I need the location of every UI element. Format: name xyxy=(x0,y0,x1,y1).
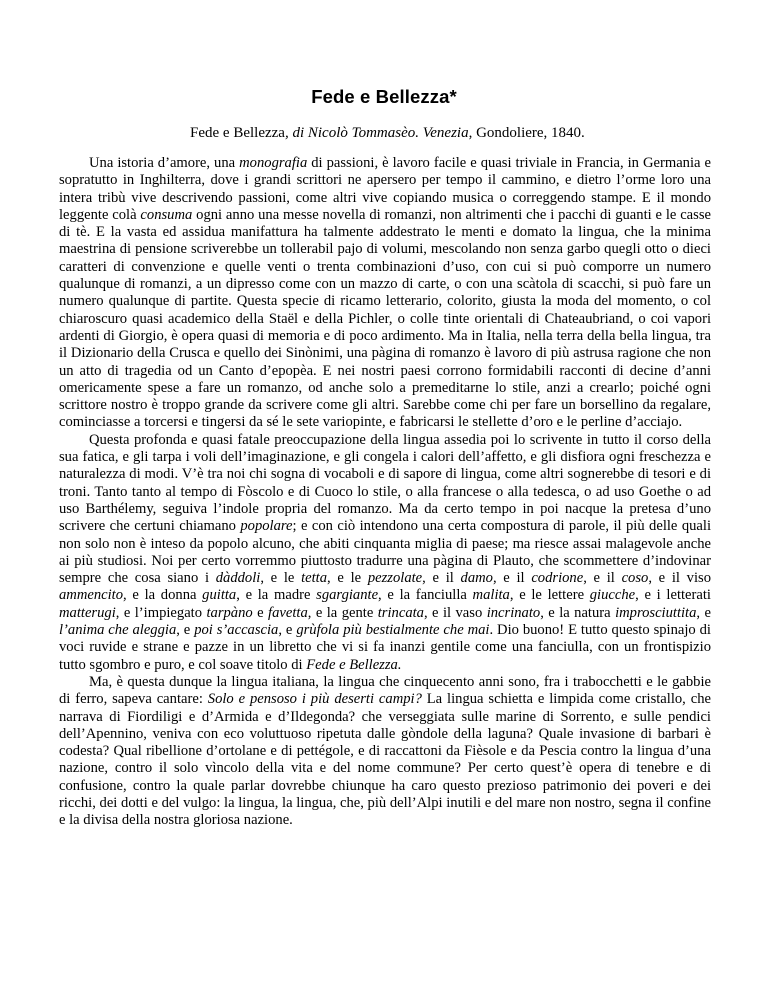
text-run: e xyxy=(252,604,269,621)
text-run: , e xyxy=(176,622,195,639)
text-run: Questa profonda e quasi fatale preoccupazione della lingua assedia poi lo scrivente in tutto il corso della sua fatica, e gli tarpa i voli dell’imaginazione, e gli congela i calori dell’affetto, e gli disfiora ogni freschezza e naturalezza di modi. V’è tra noi chi sogna di vocaboli e di sapore di lingua, come altri sognerebbe di tesori e di troni. Tanto tanto al tempo di Fòscolo e di Cuoco lo stile, o alla francese o alla tedesca, o ad uso Goethe o ad uso Barthélemy, seguiva l’indole propria del romanzo. Ma da certo tempo in poi nacque la pretesa d’uno scrivere che certuni chiamano xyxy=(59,431,711,535)
text-run: Ma, è questa dunque la lingua italiana, la lingua che cinquecento anni sono, fra i trabocchetti e le gabbie di ferro, sapeva cantare: xyxy=(59,673,711,708)
text-run: , e la natura xyxy=(540,604,616,621)
italic-text-run: tarpàno xyxy=(206,604,253,621)
italic-text-run: l’anima che aleggia xyxy=(59,622,177,639)
italic-text-run: damo xyxy=(460,570,493,587)
text-run: , e la donna xyxy=(123,587,203,604)
text-run: , e il xyxy=(422,570,461,587)
text-run: , e i letterati xyxy=(635,587,711,604)
text-run: , e xyxy=(278,622,297,639)
italic-text-run: giucche xyxy=(589,587,636,604)
text-run: La lingua schietta e limpida come cristallo, che narrava di Fiordiligi e d’Armida e d’Ildegonda? che verseggiata sulle marine di Sorrento, e sulle pendici dell’Apennino, veniva con eco voluttuoso ripetuta dalle gòndole della laguna? Quale invasione di barbari è codesta? Qual ribellione d’ortolane e di pettégole, e di raccattoni da Fièsole e da Pescia contro la lingua d’una nazione, contro il solo vìncolo della vita e del nome commune? Per certo quest’è opera di tenebre e di confusione, contro la quale parlar dovrebbe chiunque ha caro questo prezioso patrimonio dei poveri e dei ricchi, dei dotti e del vulgo: la lingua, la lingua, che, più dell’Alpi inutili e del mare non nostro, segna il confine e la divisa della nostra gloriosa nazione. xyxy=(59,691,711,829)
italic-text-run: poi s’accascia xyxy=(194,622,279,639)
citation-line xyxy=(190,124,750,142)
paragraph xyxy=(59,432,711,674)
italic-text-run: favetta xyxy=(268,604,308,621)
text-run: , e le xyxy=(260,570,302,587)
italic-text-run: trincata xyxy=(377,604,424,621)
text-run: , e il viso xyxy=(648,570,712,587)
italic-text-run: grùfola più bestialmente che mai xyxy=(296,622,490,639)
text-run: , e l’impiegato xyxy=(115,604,207,621)
citation-author: , di Nicolò Tommasèo. xyxy=(284,125,423,141)
text-run: , e il xyxy=(492,570,532,587)
text-run: . Dio buono! E tutto questo spinajo di voci ruvide e strane e pazze in un libretto che vi si fa inanzi gentile come una fanciulla, con un frontispizio tutto sgombro e puro, e col soave titolo di xyxy=(59,622,711,673)
italic-text-run: coso xyxy=(621,570,649,587)
italic-text-run: improsciuttita xyxy=(615,604,697,621)
text-run: di passioni, è lavoro facile e quasi triviale in Francia, in Germania e sopratutto in Inghilterra, dove i grandi scrittori ne apersero per tempo il cammino, e dietro l’orme loro una intera tribù vive descrivendo passioni, come altri vive copiando musica o correggendo stampe. E il mondo leggente colà xyxy=(59,155,711,223)
text-run: , e il vaso xyxy=(423,604,487,621)
paragraph xyxy=(59,155,711,432)
text-run: , e le lettere xyxy=(509,587,590,604)
text-run: , e la fanciulla xyxy=(378,587,473,604)
italic-text-run: matterugi xyxy=(59,604,116,621)
text-run: Una istoria d’amore, una xyxy=(89,155,240,171)
text-run: , e il xyxy=(583,570,622,587)
paragraph xyxy=(59,674,711,830)
citation-place: Venezia xyxy=(422,125,469,141)
page-title: Fede e Bellezza* xyxy=(311,86,457,107)
text-run: ; e con ciò intendono una certa compostura di parole, il più delle quali non solo non è inteso da popolo alcuno, che abiti cinquanta miglia di paese; ma riesce assai malagevole anche ai più studiosi. Noi per certo vorremmo piuttosto tradurre una pàgina di Plauto, che scommettere d’indovinar sempre che cosa siano i xyxy=(59,518,712,587)
text-run: , e la gente xyxy=(307,604,378,621)
italic-text-run: monografia xyxy=(239,155,308,171)
italic-text-run: dàddoli xyxy=(215,570,261,587)
italic-text-run: tetta xyxy=(301,570,328,587)
text-run: , e le xyxy=(327,570,368,587)
italic-text-run: guitta xyxy=(202,587,237,604)
italic-text-run: Fede e Bellezza. xyxy=(306,656,402,673)
citation-work: Fede e Bellezza xyxy=(190,125,285,141)
italic-text-run: codrione xyxy=(531,570,584,587)
text-run: ogni anno una messe novella di romanzi, non altrimenti che i pacchi di guanti e le casse di tè. E la vasta ed assidua manifattura ha talmente addestrato le menti e domato la lingua, che la minima maestrina di pensione scriverebbe un tollerabil pajo di volumi, mescolando non senza garbo quegli otto o dieci caratteri di convenzione e quelle venti o trenta combinazioni d’uso, con cui si può comporre un numero qualunque di romanzi, a un dipresso come con un mazzo di carte, o con una scàtola di scacchi, si può fare un numero qualunque di partite. Questa specie di ricamo letterario, colorito, giusta la moda del momento, o col chiaroscuro quasi academico della Staël e della Pichler, o colle tinte orientali di Chateaubriand, o coi vapori ardenti di Giorgio, è opera quasi di memoria e di poco ardimento. Ma in Italia, nella terra della bella lingua, tra il Dizionario della Crusca e quello dei Sinònimi, una pàgina di romanzo è lavoro di più astrusa ragione che non un atto di tragedia od un Canto d’epopèa. E nei nostri paesi corrono formidabili racconti di decine d’anni omericamente spese a fare un romanzo, od anche solo a premeditarne lo stile, anzi a crearlo; poiché ogni scrittore nostro è troppo grande da scrivere come gli altri. Sarebbe come chi per fare un borsellino da regalare, cominciasse a torcersi e tingersi da sé le sete variopinte, e fabricarsi le stellette d’oro e le perline d’acciajo. xyxy=(59,206,711,431)
italic-text-run: incrinato xyxy=(486,604,541,621)
text-run: , e xyxy=(696,604,711,621)
italic-text-run: Solo e pensoso i più deserti campi? xyxy=(207,691,422,708)
italic-text-run: ammencito xyxy=(59,587,124,604)
italic-text-run: popolare xyxy=(240,518,293,535)
citation-publisher: , Gondoliere, 1840. xyxy=(468,125,585,141)
italic-text-run: malita xyxy=(472,587,510,604)
text-run: , e la madre xyxy=(236,587,317,604)
italic-text-run: consuma xyxy=(140,206,193,223)
italic-text-run: pezzolate xyxy=(367,570,423,587)
italic-text-run: sgargiante xyxy=(316,587,379,604)
body-text xyxy=(59,155,711,830)
